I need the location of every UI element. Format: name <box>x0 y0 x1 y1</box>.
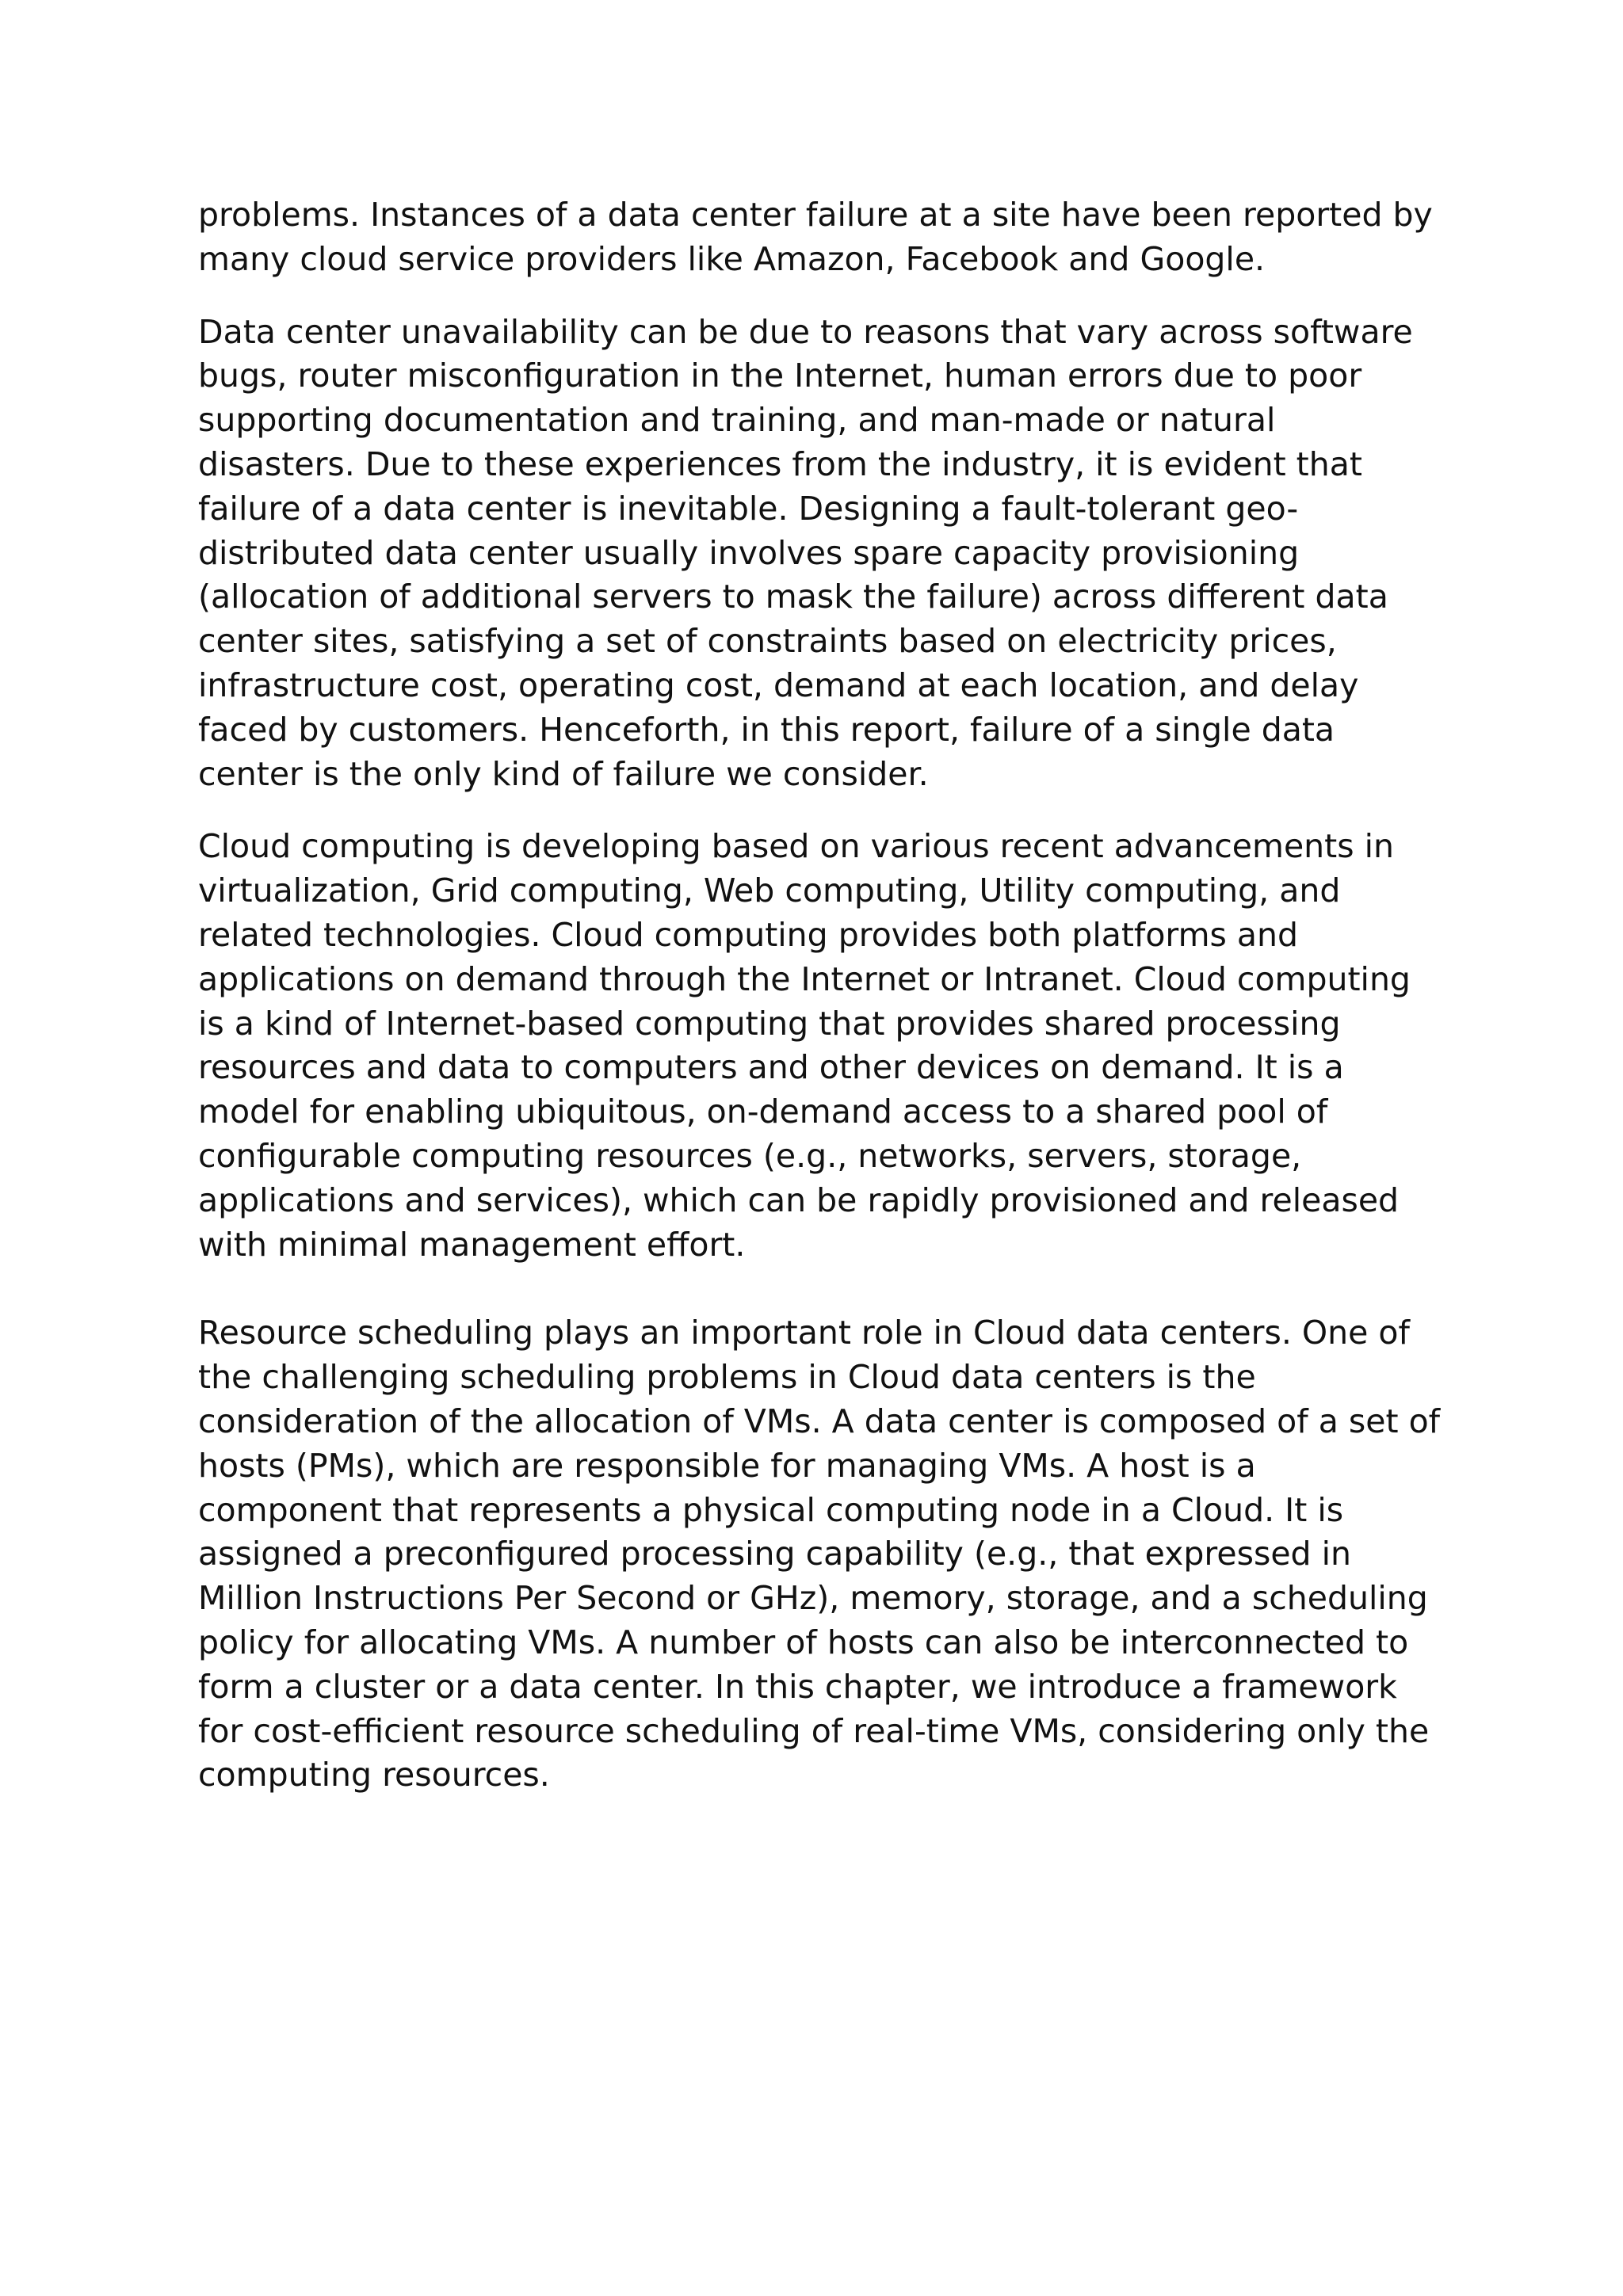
paragraph-1: problems. Instances of a data center failure at a site have been reported by many cloud service providers like Amazon, Facebook and Google. <box>198 196 1433 278</box>
document-body <box>198 193 1442 1798</box>
paragraph-4: Resource scheduling plays an important role in Cloud data centers. One of the challenging scheduling problems in Cloud data centers is the consideration of the allocation of VMs. A data center is composed of a set of hosts (PMs), which are responsible for managing VMs. A host is a component that represents a physical computing node in a Cloud. It is assigned a preconfigured processing capability (e.g., that expressed in Million Instructions Per Second or GHz), memory, storage, and a scheduling policy for allocating VMs. A number of hosts can also be interconnected to form a cluster or a data center. In this chapter, we introduce a framework for cost-efficient resource scheduling of real-time VMs, considering only the computing resources. <box>198 1314 1441 1794</box>
paragraph-3: Cloud computing is developing based on various recent advancements in virtualization, Grid computing, Web computing, Utility computing, and related technologies. Cloud computing provides both platforms and applications on demand through the Internet or Intranet. Cloud computing is a kind of Internet-based computing that provides shared processing resources and data to computers and other devices on demand. It is a model for enabling ubiquitous, on-demand access to a shared pool of configurable computing resources (e.g., networks, servers, storage, applications and services), which can be rapidly provisioned and released with minimal management effort. <box>198 827 1411 1264</box>
paragraph-2: Data center unavailability can be due to reasons that vary across software bugs, router misconfiguration in the Internet, human errors due to poor supporting documentation and training, and man-made or natural disasters. Due to these experiences from the industry, it is evident that failure of a data center is inevitable. Designing a fault-tolerant geo-distributed data center usually involves spare capacity provisioning (allocation of additional servers to mask the failure) across different data center sites, satisfying a set of constraints based on electricity prices, infrastructure cost, operating cost, demand at each location, and delay faced by customers. Henceforth, in this report, failure of a single data center is the only kind of failure we consider. <box>198 312 1413 793</box>
